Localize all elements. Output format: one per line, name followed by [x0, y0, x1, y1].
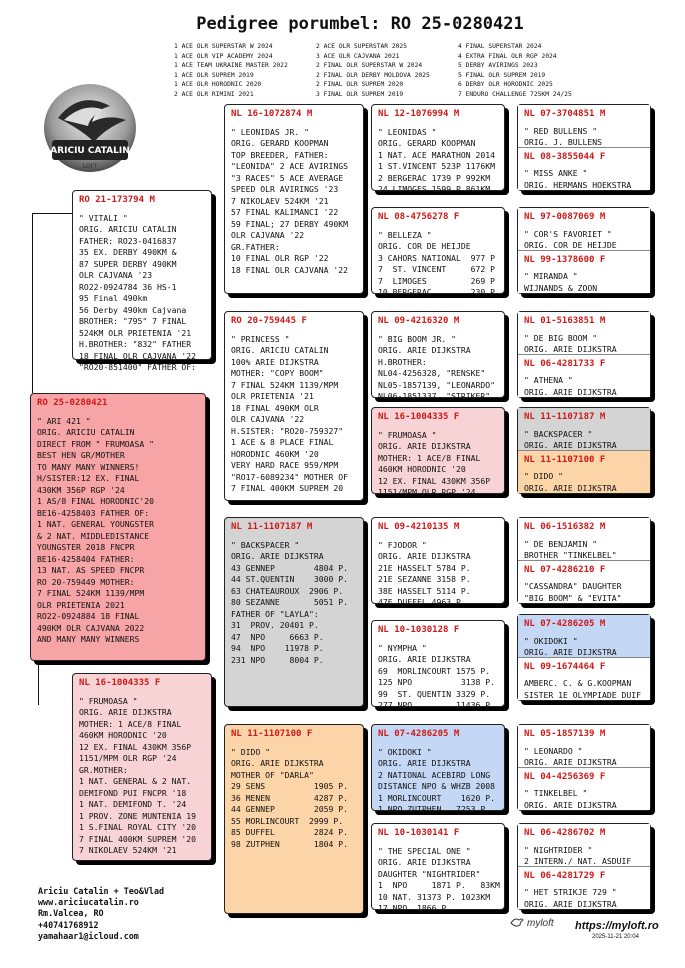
result-line: 2 ACE OLR RIMINI 2021 — [174, 90, 254, 98]
contact-line[interactable]: www.ariciucatalin.ro — [38, 897, 139, 908]
pedigree-line: 490KM OLR CAJVANA 2022 — [37, 622, 145, 633]
result-line: 2 ACE OLR SUPERSTAR 2025 — [316, 43, 407, 50]
dove-icon — [510, 917, 524, 929]
ring-number: NL 06-1516382 M — [524, 522, 606, 532]
pedigree-line: 460KM HORODNIC '20 — [79, 730, 167, 740]
gen4-pair-8[interactable] — [517, 823, 651, 910]
pedigree-line: 7 NIKOLAEV 524KM '21 — [79, 845, 177, 855]
ring-number: NL 11-1107100 F — [231, 729, 313, 739]
pedigree-line: YOUNGSTER 2018 FNCPR — [37, 542, 135, 552]
pedigree-line: 69 MORLINCOURT 1575 P. — [378, 665, 491, 676]
dam-cell[interactable] — [518, 355, 650, 398]
ggp-card-3[interactable] — [371, 311, 505, 401]
result-line: 3 ACE OLR CAJVANA 2021 — [316, 52, 400, 60]
pedigree-line: 524KM OLR PRIETENIA '21 — [79, 327, 192, 338]
result-line: 5 FINAL OLR SUPREM 2019 — [458, 71, 546, 79]
pedigree-line: 18 FINAL OLR CAJVANA '22 — [79, 350, 196, 361]
pedigree-line: "3 RACES" 5 ACE AVERAGE — [231, 172, 344, 183]
pedigree-line: SPEED OLR AVIRINGS '23 — [231, 184, 339, 194]
father-card[interactable] — [72, 190, 212, 372]
pedigree-line: "BIG BOOM" & "EVITA" — [524, 592, 622, 603]
ring-number: NL 06-4286702 M — [524, 828, 606, 838]
pedigree-line: 17 NPO 1866 P. — [378, 903, 452, 913]
sire-cell[interactable] — [518, 408, 650, 451]
pedigree-line: 29 SENS 1905 P. — [231, 781, 348, 791]
pedigree-line: ORIG. GERARD KOOPMAN — [231, 138, 329, 148]
subject-card[interactable] — [30, 393, 206, 661]
gen4-pair-1[interactable] — [517, 104, 651, 191]
result-line: 4 FINAL SUPERSTAR 2024 — [458, 43, 542, 50]
pedigree-line: 55 MORLINCOURT 2999 P. — [231, 815, 344, 826]
gen4-pair-6[interactable] — [517, 614, 651, 701]
ring-number: NL 12-1076994 M — [378, 109, 460, 119]
pedigree-line: "CASSANDRA" DAUGHTER — [524, 581, 622, 591]
result-line: 5 DERBY AVIRINGS 2023 — [458, 62, 538, 70]
pedigree-line: 38E HASSELT 5114 P. — [378, 585, 471, 596]
pedigree-line: " DIDO " — [524, 471, 563, 481]
pedigree-line: FATHER: RO23-0416837 — [79, 235, 177, 246]
ggp-card-2[interactable] — [371, 207, 505, 297]
pedigree-line: 1151/MPM OLR RGP '24 — [79, 753, 177, 763]
pedigree-line: OLR CAJVANA '22 — [231, 230, 305, 240]
pedigree-line: ORIG. ARIE DIJKSTRA — [524, 440, 617, 450]
pedigree-line: H.BROTHER: — [378, 356, 427, 367]
pedigree-line: ORIG. COR DE HEIJDE — [524, 240, 617, 250]
sire-cell[interactable] — [518, 312, 650, 355]
dam-cell[interactable] — [518, 148, 650, 191]
pedigree-line: 1 NAT. GENERAL YOUNGSTER — [37, 519, 154, 529]
pedigree-line: " PRINCESS " — [231, 333, 290, 344]
result-line: 3 FINAL OLR SUPREM 2019 — [316, 90, 404, 98]
pedigree-line: H.BROTHER: "832" FATHER — [79, 339, 192, 349]
pedigree-line: GR.FATHER: — [231, 241, 280, 252]
pedigree-line: 1 NAT. GENERAL & 2 NAT. — [79, 776, 192, 786]
pedigree-line: ORIG. ARICIU CATALIN — [231, 345, 329, 355]
pedigree-line: 10 BERGERAC 230 P — [378, 287, 495, 297]
pedigree-line: 47 NPO 6663 P. — [231, 631, 324, 642]
sire-cell[interactable] — [518, 725, 650, 768]
ring-number: NL 08-3855044 F — [524, 151, 606, 162]
pedigree-line: 1 NPO 1871 P. 83KM — [378, 880, 500, 890]
pedigree-line: FATHER OF "LAYLA": — [231, 608, 319, 619]
pedigree-line: " FJODOR " — [378, 539, 427, 550]
logo-text: ARICIU CATALIN — [50, 146, 130, 156]
ring-number: RO 20-759445 F — [231, 316, 307, 326]
pedigree-line: 10 NAT. 31373 P. 1023KM — [378, 891, 491, 902]
pedigree-line: 2 INTERN./ NAT. ASDUIF — [524, 856, 632, 866]
pedigree-line: 460KM HORODNIC '20 — [378, 464, 466, 474]
pedigree-line: " TINKELBEL " — [524, 788, 588, 798]
pedigree-line: BROTHER "TINKELBEL" — [524, 550, 617, 560]
pedigree-line: AMBERC. C. & G.KOOPMAN — [524, 678, 632, 688]
ring-number: NL 06-4281729 F — [524, 870, 606, 881]
sire-cell[interactable] — [518, 208, 650, 251]
pedigree-line: BE16-4258403 FATHER OF: — [37, 507, 150, 518]
ring-number: NL 11-1107187 M — [231, 522, 313, 532]
pedigree-line: " MISS ANKE " — [524, 168, 588, 178]
timestamp: 2025-11-21 20:04 — [592, 934, 639, 940]
pedigree-line: & 2 NAT. MIDDLEDISTANCE — [37, 530, 150, 541]
pedigree-line: OLR PRIETENIA '21 — [231, 391, 314, 401]
pedigree-line: HORODNIC 460KM '20 — [231, 448, 319, 459]
pedigree-line: 125 NPO 3138 P. — [378, 677, 495, 687]
pedigree-line: ORIG. ARIE DIJKSTRA — [524, 898, 617, 909]
ring-number: NL 04-4256369 F — [524, 771, 606, 782]
result-line: 1 ACE OLR SUPERSTAR W 2024 — [174, 43, 273, 50]
pedigree-line: ORIG. ARIE DIJKSTRA — [231, 551, 324, 561]
pedigree-line: 3 CAHORS NATIONAL 977 P — [378, 252, 495, 263]
ggp-card-7[interactable] — [371, 724, 505, 814]
connector — [32, 213, 72, 214]
ring-number: NL 11-1107100 F — [524, 454, 606, 465]
pedigree-line: " DE BENJAMIN " — [524, 538, 598, 549]
pedigree-line: 18 FINAL 490KM OLR — [231, 402, 319, 413]
gen4-pair-5[interactable] — [517, 517, 651, 604]
pedigree-line: 85 DUFFEL 2824 P. — [231, 827, 348, 837]
pedigree-line: OLR CAJVANA '23 — [79, 270, 153, 280]
pedigree-line: " NIGHTRIDER " — [524, 844, 593, 855]
pedigree-line: " OKIDOKI " — [524, 635, 578, 646]
pedigree-line: ORIG. ARIE DIJKSTRA — [378, 441, 471, 451]
ring-number: NL 16-1004335 F — [378, 412, 460, 422]
ring-number: RO 21-173794 M — [79, 195, 155, 205]
pedigree-line: " ATHENA " — [524, 375, 573, 385]
gen4-pair-3[interactable] — [517, 311, 651, 398]
ring-number: NL 09-4210135 M — [378, 522, 460, 532]
pedigree-line: " THE SPECIAL ONE " — [378, 845, 471, 856]
pedigree-line: 231 NPO 8004 P. — [231, 654, 324, 665]
ggp-card-1[interactable] — [371, 104, 505, 194]
pedigree-line: 1151/MPM OLR RGP '24 — [378, 487, 476, 497]
pedigree-line: ORIG. HERMANS HOEKSTRA — [524, 179, 632, 190]
ggp-card-5[interactable] — [371, 517, 505, 607]
pedigree-line: 99 ST. QUENTIN 3329 P. — [378, 688, 491, 699]
pedigree-line: 7 FINAL 524KM 1139/MPM — [231, 379, 339, 390]
pedigree-line: DISTANCE NPO & WHZB 2008 — [378, 781, 495, 791]
pedigree-line: RO 20-759449 MOTHER: — [37, 576, 135, 587]
pedigree-line: ORIG. ARIE DIJKSTRA — [524, 799, 617, 810]
sire-cell[interactable] — [518, 105, 650, 148]
dam-cell[interactable] — [518, 768, 650, 811]
pedigree-line: " BACKSPACER " — [231, 539, 300, 550]
dam-cell[interactable] — [518, 658, 650, 701]
pedigree-line: ORIG. ARIE DIJKSTRA — [378, 758, 471, 768]
pedigree-line: " FRUMOASA " — [378, 429, 437, 440]
pedigree-line: " MIRANDA " — [524, 271, 578, 281]
pedigree-line: TO MANY MANY WINNERS! — [37, 461, 140, 472]
connector — [38, 660, 39, 705]
pedigree-line: 47E DUFFEL 4963 P. — [378, 597, 466, 607]
pedigree-line: 43 GENNEP 4804 P. — [231, 562, 348, 573]
ring-number: NL 11-1107187 M — [524, 412, 606, 422]
pedigree-line: NL04-4256328, "RENSKE" — [378, 368, 486, 378]
contact-line: Ariciu Catalin + Teo&Vlad — [38, 886, 165, 896]
ring-number: NL 07-4286205 M — [524, 619, 606, 629]
result-line: 7 ENDURO CHALLENGE 725KM 24/25 — [458, 90, 572, 98]
ring-number: NL 10-1030128 F — [378, 625, 460, 635]
pedigree-line: 2 NATIONAL ACEBIRD LONG — [378, 769, 491, 780]
site-link[interactable]: https://myloft.ro — [575, 920, 659, 932]
pedigree-line: 36 MENEN 4287 P. — [231, 792, 348, 803]
pedigree-line: OLR PRIETENIA 2021 — [37, 599, 125, 610]
pedigree-line: 7 NIKOLAEV 524KM '21 — [231, 195, 329, 206]
pedigree-line: 1 AS/8 FINAL HORODNIC'20 — [37, 496, 154, 506]
pedigree-line: SISTER 1E OLYMPIADE DUIF — [524, 689, 641, 700]
ring-number: NL 07-3704851 M — [524, 109, 606, 119]
pedigree-line: DIRECT FROM " FRUMOASA " — [37, 438, 154, 449]
gen4-pair-4[interactable] — [517, 407, 651, 494]
results-col-2 — [316, 42, 430, 100]
pedigree-line: 1 S.FINAL ROYAL CITY '20 — [79, 822, 196, 832]
pedigree-line: 10 FINAL OLR RGP '22 — [231, 253, 329, 263]
ring-number: NL 01-5163851 M — [524, 316, 606, 326]
pedigree-line: OLR CAJVANA '22 — [231, 414, 305, 424]
paternal-grandfather-card[interactable] — [224, 104, 364, 294]
mother-card[interactable] — [72, 673, 212, 861]
breeder-contact — [38, 886, 164, 942]
result-line: 2 FINAL OLR SUPERSTAR W 2024 — [316, 62, 423, 70]
pedigree-line: " BACKSPACER " — [524, 428, 593, 439]
pedigree-line: 80 SEZANNE 5051 P. — [231, 597, 348, 607]
pedigree-line: ORIG. ARICIU CATALIN — [79, 224, 177, 234]
dam-cell[interactable] — [518, 451, 650, 494]
pedigree-line: BEST HEN GR/MOTHER — [37, 450, 125, 460]
pedigree-line: 7 FINAL 400KM SUPREM 20 — [231, 483, 344, 493]
pedigree-line: DAUGHTER "NIGHTRIDER" — [378, 868, 481, 879]
loft-logo — [40, 80, 140, 180]
pedigree-line: 100% ARIE DIJKSTRA — [231, 356, 319, 367]
pedigree-line: 18 FINAL OLR CAJVANA '22 — [231, 264, 348, 275]
pedigree-line: NL05-1857139, "LEONARDO" — [378, 379, 495, 390]
pedigree-line: ORIG. J. BULLENS — [524, 137, 602, 147]
pedigree-line: " COR'S FAVORIET " — [524, 228, 612, 239]
pedigree-line: " BELLEZA " — [378, 229, 432, 240]
gen4-pair-2[interactable] — [517, 207, 651, 294]
pedigree-line: RO22-0924784 36 HS-1 — [79, 281, 177, 292]
pedigree-line: 1 NAT. DEMIFOND T. '24 — [79, 799, 187, 809]
pedigree-line: "RO17-6089234" MOTHER OF — [231, 471, 348, 482]
sire-cell[interactable] — [518, 615, 650, 658]
pedigree-line: 44 GENNEP 2059 P. — [231, 804, 348, 814]
pedigree-line: " LEONIDAS JR. " — [231, 126, 309, 137]
pedigree-line: 13 NAT. AS SPEED FNCPR — [37, 565, 145, 575]
sire-cell[interactable] — [518, 518, 650, 561]
pedigree-line: " LEONIDAS " — [378, 126, 437, 137]
pedigree-line: " FRUMOASA " — [79, 695, 138, 706]
pedigree-line: MOTHER: "COPY BOOM" — [231, 368, 324, 378]
myloft-brand — [510, 917, 554, 929]
pedigree-line: 44 ST.QUENTIN 3000 P. — [231, 574, 348, 584]
result-line: 4 EXTRA FINAL OLR RGP 2024 — [458, 52, 557, 60]
pedigree-line: 95 Final 490km — [79, 293, 148, 303]
result-line: 1 ACE OLR SUPREM 2019 — [174, 71, 254, 79]
pedigree-line: " OKIDOKI " — [378, 746, 432, 757]
pedigree-line: 59 FINAL; 27 DERBY 490KM — [231, 218, 348, 229]
pedigree-line: " LEONARDO " — [524, 745, 583, 756]
pedigree-line: 21E SEZANNE 3158 P. — [378, 574, 471, 584]
ring-number: NL 07-4286205 M — [378, 729, 460, 739]
pedigree-line: 12 EX. FINAL 430KM 356P — [79, 741, 192, 752]
ring-number: NL 09-4216320 M — [378, 316, 460, 326]
pedigree-line: 87 SUPER DERBY 490KM — [79, 258, 177, 269]
pedigree-line: 12 EX. FINAL 430KM 356P — [378, 475, 491, 486]
ring-number: NL 08-4756278 F — [378, 212, 460, 222]
pedigree-line: 94 NPO 11978 P. — [231, 643, 324, 653]
pedigree-line: AND MANY MANY WINNERS — [37, 634, 140, 644]
pedigree-line: 63 CHATEAUROUX 2906 P. — [231, 585, 344, 596]
pedigree-line: " RED BULLENS " — [524, 125, 598, 136]
pedigree-line: 31 PROV. 20401 P. — [231, 620, 319, 630]
pedigree-line: " DE BIG BOOM " — [524, 332, 598, 343]
pedigree-line: 1 MORLINCOURT 1620 P. — [378, 792, 495, 803]
pedigree-line: ORIG. ARIE DIJKSTRA — [79, 707, 172, 717]
ring-number: RO 25-0280421 — [37, 398, 108, 408]
result-line: 2 FINAL OLR DERBY MOLDOVA 2025 — [316, 71, 430, 79]
dam-cell[interactable] — [518, 251, 650, 294]
pedigree-line: 277 NPO 11436 P. — [378, 700, 495, 710]
pedigree-line: ORIG. COR DE HEIJDE — [378, 241, 471, 251]
pedigree-line: "RO20-851400" FATHER OF: — [79, 362, 196, 372]
sire-cell[interactable] — [518, 824, 650, 867]
pedigree-line: 7 ST. VINCENT 672 P — [378, 264, 495, 274]
pedigree-line: 24 LIMOGES 1599 P 861KM — [378, 184, 491, 194]
pedigree-line: VERY HARD RACE 959/MPM — [231, 460, 339, 470]
pedigree-line: WIJNANDS & ZOON — [524, 282, 598, 293]
page-title: Pedigree porumbel: RO 25-0280421 — [196, 14, 524, 34]
ggp-card-8[interactable] — [371, 823, 505, 913]
pedigree-line: RO22-0924884 18 FINAL — [37, 611, 140, 621]
pedigree-line: ORIG. GERARD KOOPMAN — [378, 138, 476, 148]
ring-number: NL 16-1072874 M — [231, 109, 313, 119]
pedigree-line: 57 FINAL KALIMANCI '22 — [231, 207, 339, 217]
pedigree-line: 56 Derby 490km Cajvana — [79, 304, 187, 315]
gen4-pair-7[interactable] — [517, 724, 651, 811]
maternal-grandfather-card[interactable] — [224, 517, 364, 707]
logo-sub: LOFT — [82, 163, 98, 170]
ring-number: NL 10-1030141 F — [378, 828, 460, 838]
pedigree-line: ORIG. ARIE DIJKSTRA — [378, 654, 471, 664]
pedigree-line: 1 ST.VINCENT 523P 1176KM — [378, 161, 495, 171]
pedigree-line: MOTHER: 1 ACE/8 FINAL — [378, 452, 481, 463]
myloft-label: myloft — [527, 917, 554, 929]
ring-number: NL 07-4286210 F — [524, 564, 606, 575]
pedigree-line: ORIG. ARIE DIJKSTRA — [378, 857, 471, 867]
pedigree-line: " NYMPHA " — [378, 642, 427, 653]
dam-cell[interactable] — [518, 867, 650, 910]
pedigree-line: "LEONIDA" 2 ACE AVIRINGS — [231, 161, 348, 171]
pedigree-line: 1 NPO ZUTPHEN 7253 P. — [378, 804, 491, 814]
ring-number: NL 97-0087069 M — [524, 212, 606, 222]
paternal-grandmother-card[interactable] — [224, 311, 364, 501]
pedigree-line: 1 ACE & 8 PLACE FINAL — [231, 437, 334, 447]
pedigree-line: ORIG. ARIE DIJKSTRA — [378, 551, 471, 561]
ggp-card-6[interactable] — [371, 620, 505, 710]
results-col-1 — [174, 42, 288, 100]
pedigree-line: ORIG. ARICIU CATALIN — [37, 427, 135, 437]
pedigree-line: H/SISTER:12 EX. FINAL — [37, 473, 140, 483]
pedigree-line: GR.MOTHER: — [79, 764, 128, 775]
pedigree-line: DEMIFOND PUI FNCPR '18 — [79, 787, 187, 798]
pedigree-line: TOP BREEDER, FATHER: — [231, 149, 329, 160]
result-line: 2 FINAL OLR SUPREM 2020 — [316, 81, 404, 89]
ring-number: NL 99-1378600 F — [524, 254, 606, 265]
pedigree-line: 2 BERGERAC 1739 P 992KM — [378, 172, 491, 183]
pedigree-line: 430KM 356P RGP '24 — [37, 484, 125, 495]
pedigree-line: " HET STRIKJE 729 " — [524, 887, 617, 897]
pedigree-line: BROTHER: "795" 7 FINAL — [79, 316, 187, 326]
pedigree-line: 21E HASSELT 5784 P. — [378, 562, 471, 573]
pedigree-line: BE16-4258404 FATHER: — [37, 553, 135, 564]
ring-number: NL 16-1004335 F — [79, 678, 161, 688]
contact-line[interactable]: yamahaar1@icloud.com — [38, 930, 139, 941]
contact-line: +40741768912 — [38, 919, 99, 930]
pedigree-line: H.SISTER: "RO20-759327" — [231, 425, 344, 436]
pedigree-line: " BIG BOOM JR. " — [378, 333, 456, 344]
pedigree-line: ORIG. ARIE DIJKSTRA — [524, 344, 617, 354]
pedigree-line: 7 LIMOGES 269 P — [378, 275, 495, 286]
dam-cell[interactable] — [518, 561, 650, 604]
pedigree-line: 1 NAT. ACE MARATHON 2014 — [378, 149, 495, 160]
pedigree-line: ORIG. ARIE DIJKSTRA — [378, 345, 471, 355]
pedigree-line: ORIG. ARIE DIJKSTRA — [231, 758, 324, 768]
result-line: 1 ACE OLR HORODNIC 2020 — [174, 81, 262, 89]
results-col-3 — [458, 42, 572, 100]
pedigree-line: MOTHER OF "DARLA" — [231, 769, 314, 780]
pedigree-line: ORIG. ARIE DIJKSTRA — [524, 757, 617, 767]
ring-number: NL 06-4281733 F — [524, 358, 606, 369]
ring-number: NL 05-1857139 M — [524, 729, 606, 739]
pedigree-line: ORIG. ARIE DIJKSTRA — [524, 647, 617, 657]
pedigree-line: MOTHER: 1 ACE/8 FINAL — [79, 718, 182, 729]
pedigree-line: 7 FINAL 400KM SUPREM '20 — [79, 833, 196, 844]
pedigree-line: ORIG. ARIE DIJKSTRA — [524, 386, 617, 397]
contact-line: Rm.Valcea, RO — [38, 908, 104, 919]
pedigree-line: NL06-1851337, "STRIKER" — [378, 391, 491, 401]
maternal-grandmother-card[interactable] — [224, 724, 364, 914]
result-line: 1 ACE OLR VIP ACADEMY 2024 — [174, 52, 273, 60]
ring-number: NL 09-1674464 F — [524, 661, 606, 672]
pedigree-line: 7 FINAL 524KM 1139/MPM — [37, 588, 145, 598]
pedigree-line: 1 PROV. ZONE MUNTENIA 19 — [79, 810, 196, 821]
result-line: 6 DERBY OLR HORODNIC 2025 — [458, 81, 553, 89]
result-line: 1 ACE TEAM UKRAINE MASTER 2022 — [174, 62, 288, 70]
pedigree-line: 35 EX. DERBY 490KM & — [79, 247, 177, 257]
pedigree-line: ORIG. ARIE DIJKSTRA — [524, 482, 617, 493]
pedigree-line: " DIDO " — [231, 746, 270, 757]
pedigree-line: " ARI 421 " — [37, 415, 91, 426]
pedigree-line: " VITALI " — [79, 212, 128, 223]
connector — [32, 213, 33, 393]
ggp-card-4[interactable] — [371, 407, 505, 497]
pedigree-line: 98 ZUTPHEN 1804 P. — [231, 838, 348, 849]
pigeon-logo-icon — [40, 80, 140, 180]
